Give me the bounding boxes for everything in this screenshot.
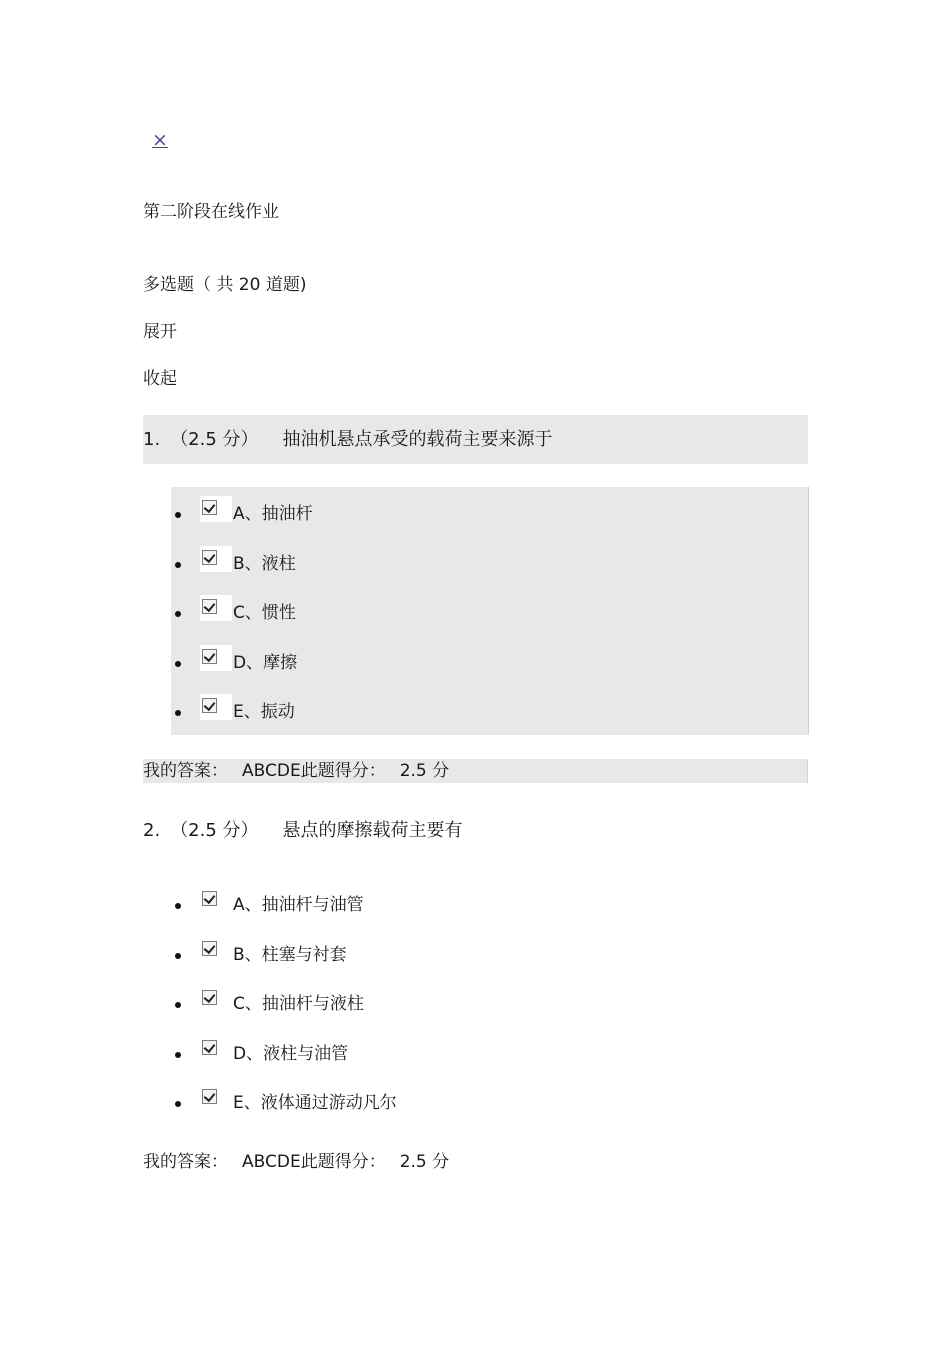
my-answer-value: ABCDE bbox=[242, 1151, 301, 1172]
option-checkbox[interactable] bbox=[200, 595, 232, 621]
option-a bbox=[171, 487, 808, 537]
option-label: E、振动 bbox=[233, 702, 295, 723]
bullet bbox=[175, 562, 181, 568]
question-2 bbox=[143, 806, 808, 1174]
score-label: 此题得分： bbox=[300, 760, 386, 781]
options-list bbox=[171, 878, 808, 1126]
bullet bbox=[175, 1052, 181, 1058]
question-number: 2. bbox=[143, 819, 161, 841]
question-1 bbox=[143, 415, 808, 783]
bullet bbox=[175, 903, 181, 909]
bullet bbox=[175, 1002, 181, 1008]
option-label: C、抽油杆与液柱 bbox=[233, 994, 364, 1015]
checkbox-checked-icon bbox=[202, 649, 217, 664]
my-answer-label: 我的答案： bbox=[143, 760, 228, 781]
option-checkbox[interactable] bbox=[200, 645, 232, 671]
section-header: 多选题（ 共 20 道题) bbox=[143, 275, 307, 295]
option-c bbox=[171, 586, 808, 636]
option-label: B、液柱 bbox=[233, 553, 296, 574]
score-value: 2.5 分 bbox=[399, 760, 450, 781]
option-checkbox[interactable] bbox=[200, 937, 232, 963]
answer-row bbox=[143, 1150, 808, 1174]
answer-row bbox=[143, 759, 808, 783]
bullet bbox=[175, 953, 181, 959]
bullet bbox=[175, 661, 181, 667]
expand-link[interactable]: 展开 bbox=[143, 322, 177, 342]
question-title bbox=[143, 806, 808, 855]
option-b bbox=[171, 928, 808, 978]
bullet bbox=[175, 1101, 181, 1107]
option-checkbox[interactable] bbox=[200, 496, 232, 522]
option-label: B、柱塞与衬套 bbox=[233, 944, 347, 965]
bullet bbox=[175, 611, 181, 617]
option-e bbox=[171, 685, 808, 735]
option-c bbox=[171, 977, 808, 1027]
question-text: 抽油机悬点承受的载荷主要来源于 bbox=[282, 428, 553, 450]
question-points: （2.5 分） bbox=[170, 428, 259, 450]
checkbox-checked-icon bbox=[202, 891, 217, 906]
checkbox-checked-icon bbox=[202, 599, 217, 614]
option-checkbox[interactable] bbox=[200, 546, 232, 572]
option-b bbox=[171, 537, 808, 587]
checkbox-checked-icon bbox=[202, 1089, 217, 1104]
option-checkbox[interactable] bbox=[200, 887, 232, 913]
option-label: A、抽油杆与油管 bbox=[233, 895, 364, 915]
checkbox-checked-icon bbox=[202, 500, 217, 515]
options-list bbox=[171, 487, 809, 735]
checkbox-checked-icon bbox=[202, 550, 217, 565]
option-checkbox[interactable] bbox=[200, 986, 232, 1012]
option-label: E、液体通过游动凡尔 bbox=[233, 1093, 397, 1114]
option-label: C、惯性 bbox=[233, 603, 296, 624]
checkbox-checked-icon bbox=[202, 698, 217, 713]
option-checkbox[interactable] bbox=[200, 1036, 232, 1062]
collapse-link[interactable]: 收起 bbox=[143, 369, 177, 389]
option-checkbox[interactable] bbox=[200, 694, 232, 720]
option-checkbox[interactable] bbox=[200, 1085, 232, 1111]
my-answer-value: ABCDE bbox=[242, 760, 301, 781]
option-label: D、液柱与油管 bbox=[233, 1043, 349, 1064]
question-number: 1. bbox=[143, 428, 161, 450]
option-d bbox=[171, 636, 808, 686]
question-title bbox=[143, 415, 808, 464]
bullet bbox=[175, 512, 181, 518]
option-e bbox=[171, 1076, 808, 1126]
option-label: A、抽油杆 bbox=[233, 504, 313, 524]
question-points: （2.5 分） bbox=[170, 819, 259, 841]
option-label: D、摩擦 bbox=[233, 652, 298, 673]
my-answer-label: 我的答案： bbox=[143, 1151, 228, 1172]
option-d bbox=[171, 1027, 808, 1077]
checkbox-checked-icon bbox=[202, 1040, 217, 1055]
question-text: 悬点的摩擦载荷主要有 bbox=[282, 819, 463, 841]
page-title: 第二阶段在线作业 bbox=[143, 202, 279, 222]
score-value: 2.5 分 bbox=[399, 1151, 450, 1172]
checkbox-checked-icon bbox=[202, 990, 217, 1005]
close-icon[interactable]: × bbox=[152, 129, 168, 151]
bullet bbox=[175, 710, 181, 716]
score-label: 此题得分： bbox=[300, 1151, 386, 1172]
checkbox-checked-icon bbox=[202, 941, 217, 956]
option-a bbox=[171, 878, 808, 928]
